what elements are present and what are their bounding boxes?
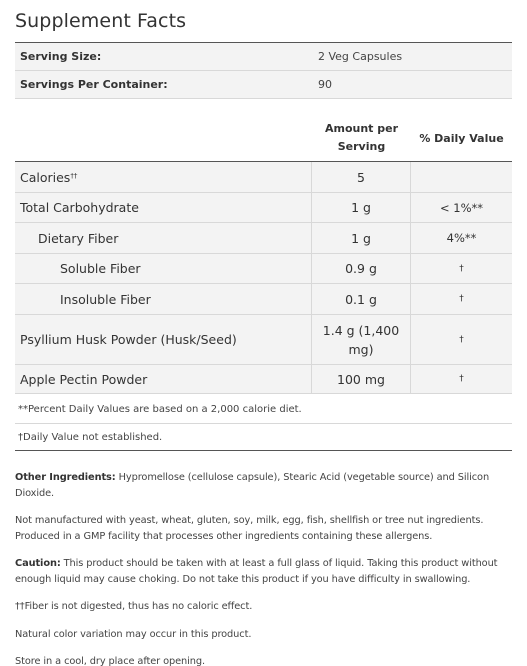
footnote-percent-dv: **Percent Daily Values are based on a 2,000 calorie diet.: [15, 396, 512, 424]
other-ingredients: [15, 470, 520, 501]
nutrient-name: [15, 162, 312, 192]
servings-per-container-value: 90: [318, 78, 332, 91]
nutrient-dv: †: [459, 334, 464, 345]
caution-label: Caution:: [15, 558, 61, 569]
nutrient-mark: ††: [70, 172, 78, 180]
servings-per-container-label: Servings Per Container:: [20, 78, 168, 91]
servings-per-container-row: [15, 71, 512, 99]
storage-note: Store in a cool, dry place after opening.: [15, 656, 206, 666]
nutrient-name: Total Carbohydrate: [15, 193, 312, 222]
nutrient-dv: †: [459, 294, 464, 304]
caution-statement: [15, 556, 520, 587]
nutrient-dv: [411, 162, 512, 192]
caution-text1: This product should be taken with at least a full glass of liquid. Taking this product without: [60, 558, 498, 569]
nutrient-dv: †: [459, 374, 464, 384]
nutrient-table: [15, 115, 512, 394]
nutrient-amount-line1: 1.4 g (1,400: [322, 322, 400, 338]
other-ingredients-label: Other Ingredients:: [15, 472, 116, 483]
header-amount-line1: Amount per: [324, 122, 399, 135]
allergen-statement: [15, 513, 520, 544]
page-title: Supplement Facts: [15, 10, 187, 32]
serving-size-value: 2 Veg Capsules: [318, 50, 403, 63]
header-blank: [15, 115, 312, 161]
nutrient-amount: 5: [312, 162, 411, 192]
table-row: [15, 315, 512, 365]
header-amount-per-serving: [312, 115, 411, 161]
nutrient-amount: [312, 315, 411, 364]
nutrient-amount: 0.9 g: [312, 254, 411, 283]
footnote-dv-not-established: †Daily Value not established.: [15, 424, 512, 451]
allergen-line2: Produced in a GMP facility that processes other ingredients containing these allergens.: [15, 530, 433, 542]
other-ingredients-text: Hypromellose (cellulose capsule), Stearic Acid (vegetable source) and Silicon Dioxide.: [15, 472, 490, 499]
nutrient-dv: < 1%**: [439, 200, 484, 215]
table-row: [15, 365, 512, 394]
nutrient-amount: 100 mg: [312, 365, 411, 393]
nutrient-dv: 4%**: [446, 231, 477, 245]
serving-info-table: [15, 42, 512, 99]
serving-size-row: [15, 43, 512, 71]
header-daily-value: % Daily Value: [419, 131, 504, 145]
color-note: Natural color variation may occur in this product.: [15, 628, 252, 640]
caution-text2: enough liquid may cause choking. Do not take this product if you have difficulty in swallowing.: [15, 573, 471, 585]
nutrient-amount: 0.1 g: [312, 284, 411, 314]
nutrient-amount-line2: mg): [348, 341, 374, 357]
nutrient-table-header: [15, 115, 512, 162]
table-row: [15, 223, 512, 254]
nutrient-name: Dietary Fiber: [15, 223, 312, 253]
nutrient-name-text: Calories: [20, 169, 71, 185]
nutrient-dv: †: [459, 263, 464, 274]
header-amount-line2: Serving: [337, 140, 386, 153]
nutrient-name: Soluble Fiber: [15, 254, 312, 283]
nutrient-amount: 1 g: [312, 223, 411, 253]
product-notes: [15, 470, 520, 666]
nutrient-amount: 1 g: [312, 193, 411, 222]
nutrient-name: Apple Pectin Powder: [15, 365, 312, 393]
table-row: [15, 193, 512, 223]
table-row: [15, 254, 512, 284]
table-row: [15, 284, 512, 315]
fiber-note: ††Fiber is not digested, thus has no caloric effect.: [15, 601, 253, 612]
serving-size-label: Serving Size:: [20, 50, 102, 63]
allergen-line1: Not manufactured with yeast, wheat, gluten, soy, milk, egg, fish, shellfish or tree nut ingredients.: [15, 515, 484, 526]
nutrient-name: Psyllium Husk Powder (Husk/Seed): [15, 315, 312, 364]
nutrient-name: Insoluble Fiber: [15, 284, 312, 314]
table-row: [15, 162, 512, 193]
